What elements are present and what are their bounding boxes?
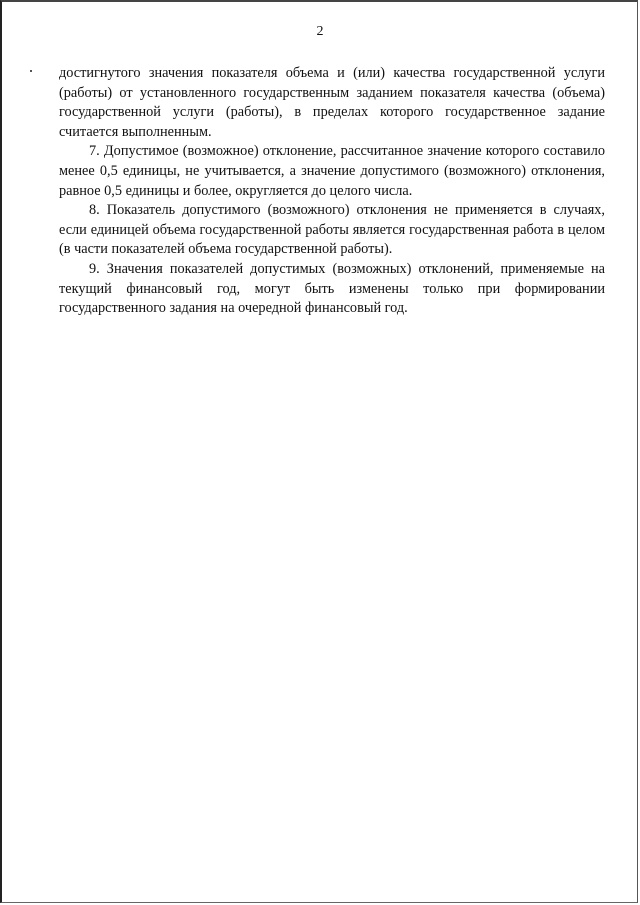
paragraph-9: 9. Значения показателей допустимых (возможных) отклонений, применяемые на текущий финансовый год, могут быть изменены только при формировании государственного задания на очередной финансовый год. [59, 260, 605, 317]
scan-artifact [30, 70, 32, 72]
paragraph-7: 7. Допустимое (возможное) отклонение, рассчитанное значение которого составило менее 0,5 единицы, не учитывается, а значение допустимого (возможного) отклонения, равное 0,5 единицы и более, округляется до целого числа. [59, 143, 605, 199]
paragraph-continuation: достигнутого значения показателя объема и (или) качества государственной услуги (работы) от установленного государственным заданием показателя качества (объема) государственной услуги (работы), в пределах которого государственное задание считается выполненным. [59, 65, 605, 140]
document-body [59, 64, 605, 319]
paragraph-8: 8. Показатель допустимого (возможного) отклонения не применяется в случаях, если единицей объема государственной работы является государственная работа в целом (в части показателей объема государственной работы). [59, 202, 605, 258]
page-number: 2 [316, 24, 324, 39]
